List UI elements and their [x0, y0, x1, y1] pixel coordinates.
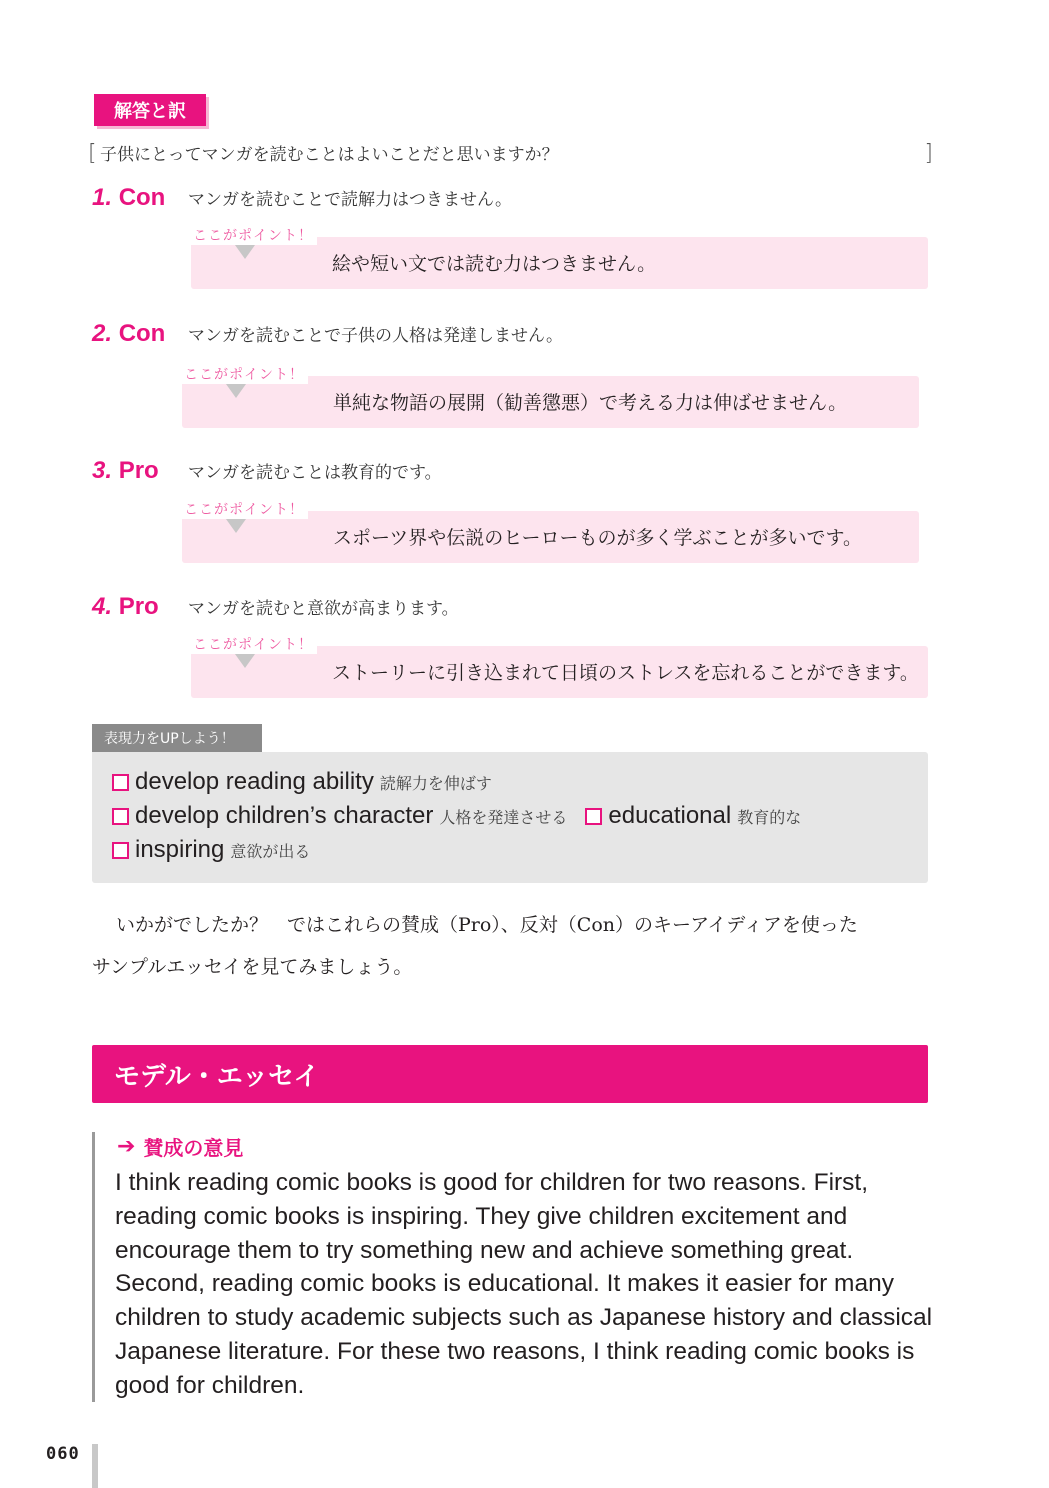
vocab-item: [112, 768, 492, 796]
vocab-line: [112, 768, 510, 796]
point-text: 絵や短い文では読む力はつきません。: [332, 253, 657, 275]
essay-body: I think reading comic books is good for children for two reasons. First, reading comic books is inspiring. They give children excitement and encourage them to try something new and achieve something great. Second, reading comic books is educational. It makes it easier for many children to study academic subjects such as Japanese history and classical Japanese literature. For these two reasons, I think reading comic books is good for children.: [115, 1169, 933, 1399]
point-label: ここがポイント！: [182, 364, 308, 384]
body-text-line-1: いかがでしたか？ ではこれらの賛成（Pro）、反対（Con）のキーアイディアを使った: [116, 914, 858, 936]
answer-item-1: [92, 184, 512, 216]
vocab-item: [112, 802, 567, 830]
point-text: 単純な物語の展開（勧善懲悪）で考える力は伸ばせません。: [333, 392, 848, 414]
point-box-4: [191, 637, 928, 698]
point-label: ここがポイント！: [191, 634, 317, 654]
checkbox[interactable]: [112, 774, 129, 791]
vocab-japanese: 人格を発達させる: [439, 808, 568, 827]
vocab-english: inspiring: [135, 836, 225, 863]
item-description: マンガを読むと意欲が高まります。: [188, 599, 459, 619]
expression-tab: 表現力をUPしよう！: [92, 724, 262, 752]
item-description: マンガを読むことは教育的です。: [188, 463, 442, 483]
triangle-down-icon: [226, 519, 246, 533]
answer-item-2: [92, 320, 563, 352]
page-bar: [92, 1444, 98, 1488]
triangle-down-icon: [226, 384, 246, 398]
vocab-item: [112, 836, 310, 864]
vocab-line: [112, 836, 328, 864]
triangle-down-icon: [235, 245, 255, 259]
answer-item-4: [92, 593, 459, 625]
point-box-1: [191, 228, 928, 289]
item-number: 2. Con: [92, 320, 166, 347]
vocab-japanese: 意欲が出る: [230, 842, 311, 861]
vocab-english: develop children’s character: [135, 802, 434, 829]
essay-section: [92, 1132, 935, 1402]
open-bracket: [: [88, 141, 97, 166]
vocab-line: [112, 802, 819, 830]
item-number: 3. Pro: [92, 457, 159, 484]
expression-box: [92, 752, 928, 883]
vocab-english: develop reading ability: [135, 768, 374, 795]
item-description: マンガを読むことで子供の人格は発達しません。: [188, 326, 564, 346]
subheading-text: 賛成の意見: [143, 1136, 244, 1160]
point-box-2: [182, 367, 919, 428]
vocab-item: [585, 802, 801, 830]
checkbox[interactable]: [112, 808, 129, 825]
checkbox[interactable]: [112, 842, 129, 859]
point-text: スポーツ界や伝説のヒーローものが多く学ぶことが多いです。: [333, 527, 862, 549]
question-line: [88, 142, 933, 168]
item-number: 1. Con: [92, 184, 166, 211]
question-text: 子供にとってマンガを読むことはよいことだと思いますか？: [100, 145, 559, 165]
point-label: ここがポイント！: [191, 225, 317, 245]
arrow-right-icon: ➔: [117, 1134, 136, 1159]
checkbox[interactable]: [585, 808, 602, 825]
vocab-japanese: 読解力を伸ばす: [379, 774, 492, 793]
answer-item-3: [92, 457, 442, 489]
point-text: ストーリーに引き込まれて日頃のストレスを忘れることができます。: [332, 662, 919, 684]
body-text-line-2: サンプルエッセイを見てみましょう。: [92, 956, 413, 978]
item-number: 4. Pro: [92, 593, 159, 620]
page-number: 060: [46, 1444, 80, 1464]
point-box-3: [182, 502, 919, 563]
point-label: ここがポイント！: [182, 499, 308, 519]
vocab-english: educational: [608, 802, 732, 829]
essay-subheading: [117, 1132, 243, 1161]
vocab-japanese: 教育的な: [737, 808, 802, 827]
answer-translation-tag: 解答と訳: [94, 94, 206, 126]
close-bracket: ]: [924, 141, 933, 166]
model-essay-heading: モデル・エッセイ: [92, 1045, 928, 1103]
item-description: マンガを読むことで読解力はつきません。: [188, 190, 513, 210]
triangle-down-icon: [235, 654, 255, 668]
